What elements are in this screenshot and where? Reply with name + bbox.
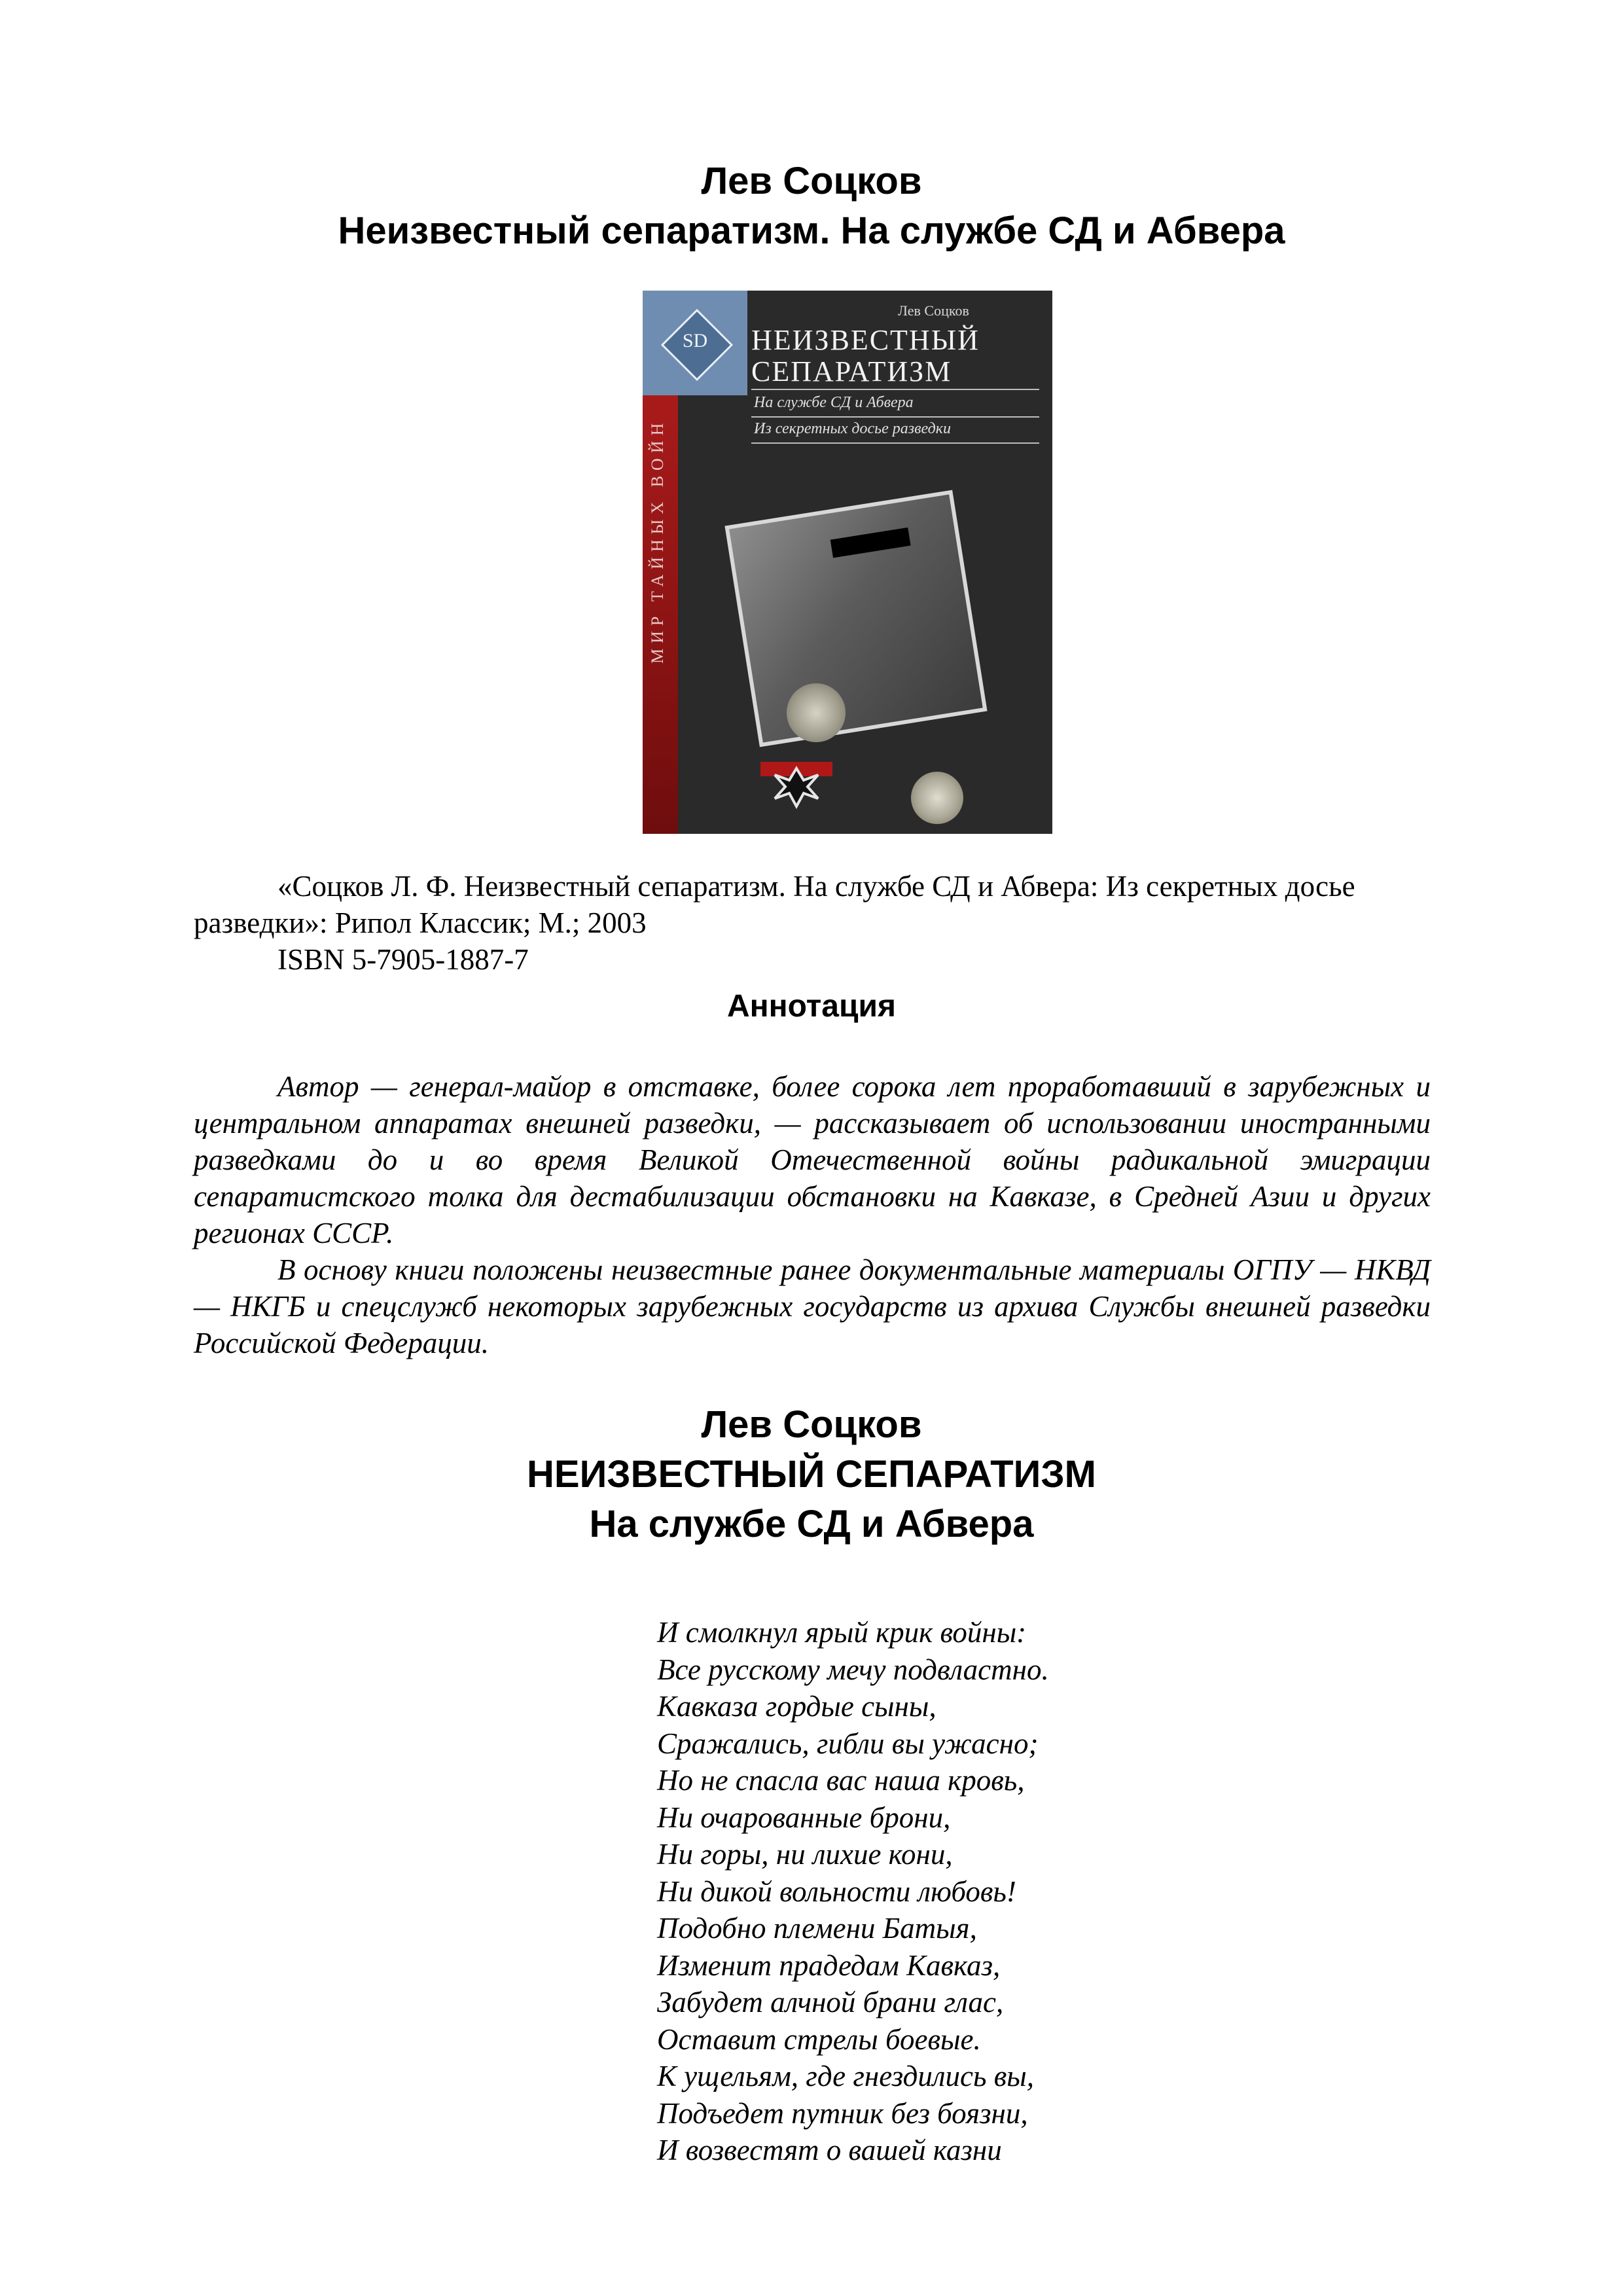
poem-line: Оставит стрелы боевые.: [657, 2022, 981, 2056]
poem-line: Изменит прадедам Кавказ,: [657, 1948, 1001, 1982]
annotation-paragraph: В основу книги положены неизвестные ранее документальные материалы ОГПУ — НКВД — НКГБ и спецслужб некоторых зарубежных государств из архива Службы внешней разведки Российской Федерации.: [194, 1253, 1431, 1359]
cover-photo: [724, 490, 987, 747]
poem-line: Все русскому мечу подвластно.: [657, 1653, 1049, 1686]
poem-line: К ущельям, где гнездились вы,: [657, 2060, 1034, 2092]
book-cover-image: [643, 291, 1052, 834]
iron-cross-icon: [760, 749, 832, 821]
censor-bar: [830, 528, 911, 558]
header-title: Неизвестный сепаратизм. На службе СД и Абвера: [338, 209, 1285, 252]
poem-line: Ни горы, ни лихие кони,: [657, 1838, 953, 1871]
poem-line: Но не спасла вас наша кровь,: [657, 1764, 1025, 1797]
poem-line: Забудет алчной брани глас,: [657, 1986, 1004, 2018]
cover-divider: [751, 416, 1039, 418]
cover-title: [751, 325, 1039, 387]
medal-icon: [911, 772, 963, 824]
cover-spine-text: МИР ТАЙНЫХ ВОЙН: [648, 418, 667, 664]
cover-divider: [751, 442, 1039, 444]
section-title: НЕИЗВЕСТНЫЙ СЕПАРАТИЗМ: [527, 1453, 1096, 1496]
section-subtitle: На службе СД и Абвера: [589, 1503, 1034, 1545]
cover-subtitle1: На службе СД и Абвера: [754, 394, 914, 411]
cover-author: Лев Соцков: [898, 302, 969, 319]
poem-line: Ни дикой вольности любовь!: [657, 1874, 1016, 1908]
cover-title-line1: НЕИЗВЕСТНЫЙ: [751, 324, 980, 356]
poem-line: Подъедет путник без боязни,: [657, 2096, 1028, 2130]
cover-title-line2: СЕПАРАТИЗМ: [751, 355, 952, 387]
medal-icon: [787, 683, 846, 742]
bibliographic-reference: «Соцков Л. Ф. Неизвестный сепаратизм. На службе СД и Абвера: Из секретных досье разведки»: Рипол Классик; М.; 2003: [194, 870, 1355, 939]
poem-line: Сражались, гибли вы ужасно;: [657, 1727, 1039, 1760]
cover-sd-text: SD: [682, 330, 708, 351]
header-author: Лев Соцков: [701, 160, 922, 202]
section-author: Лев Соцков: [701, 1403, 922, 1446]
poem-line: Кавказа гордые сыны,: [657, 1690, 936, 1723]
poem-line: Подобно племени Батыя,: [657, 1912, 977, 1945]
poem-line: И возвестят о вашей казни: [657, 2134, 1002, 2166]
isbn: ISBN 5-7905-1887-7: [277, 943, 529, 976]
poem-line: Ни очарованные брони,: [657, 1801, 951, 1834]
cover-subtitle2: Из секретных досье разведки: [754, 420, 951, 437]
cover-sd-badge: [643, 291, 747, 395]
epigraph-poem: [657, 1614, 1508, 2169]
cover-divider: [751, 389, 1039, 390]
poem-line: И смолкнул ярый крик войны:: [657, 1616, 1027, 1649]
annotation-heading: Аннотация: [727, 989, 896, 1024]
annotation-paragraph: Автор — генерал-майор в отставке, более сорока лет проработавший в зарубежных и центральном аппаратах внешней разведки, — рассказывает об использовании иностранными разведками до и во время Великой Отечественной войны радикальной эмиграции сепаратистского толка для дестабилизации обстановки на Кавказе, в Средней Азии и других регионах СССР.: [194, 1070, 1431, 1249]
